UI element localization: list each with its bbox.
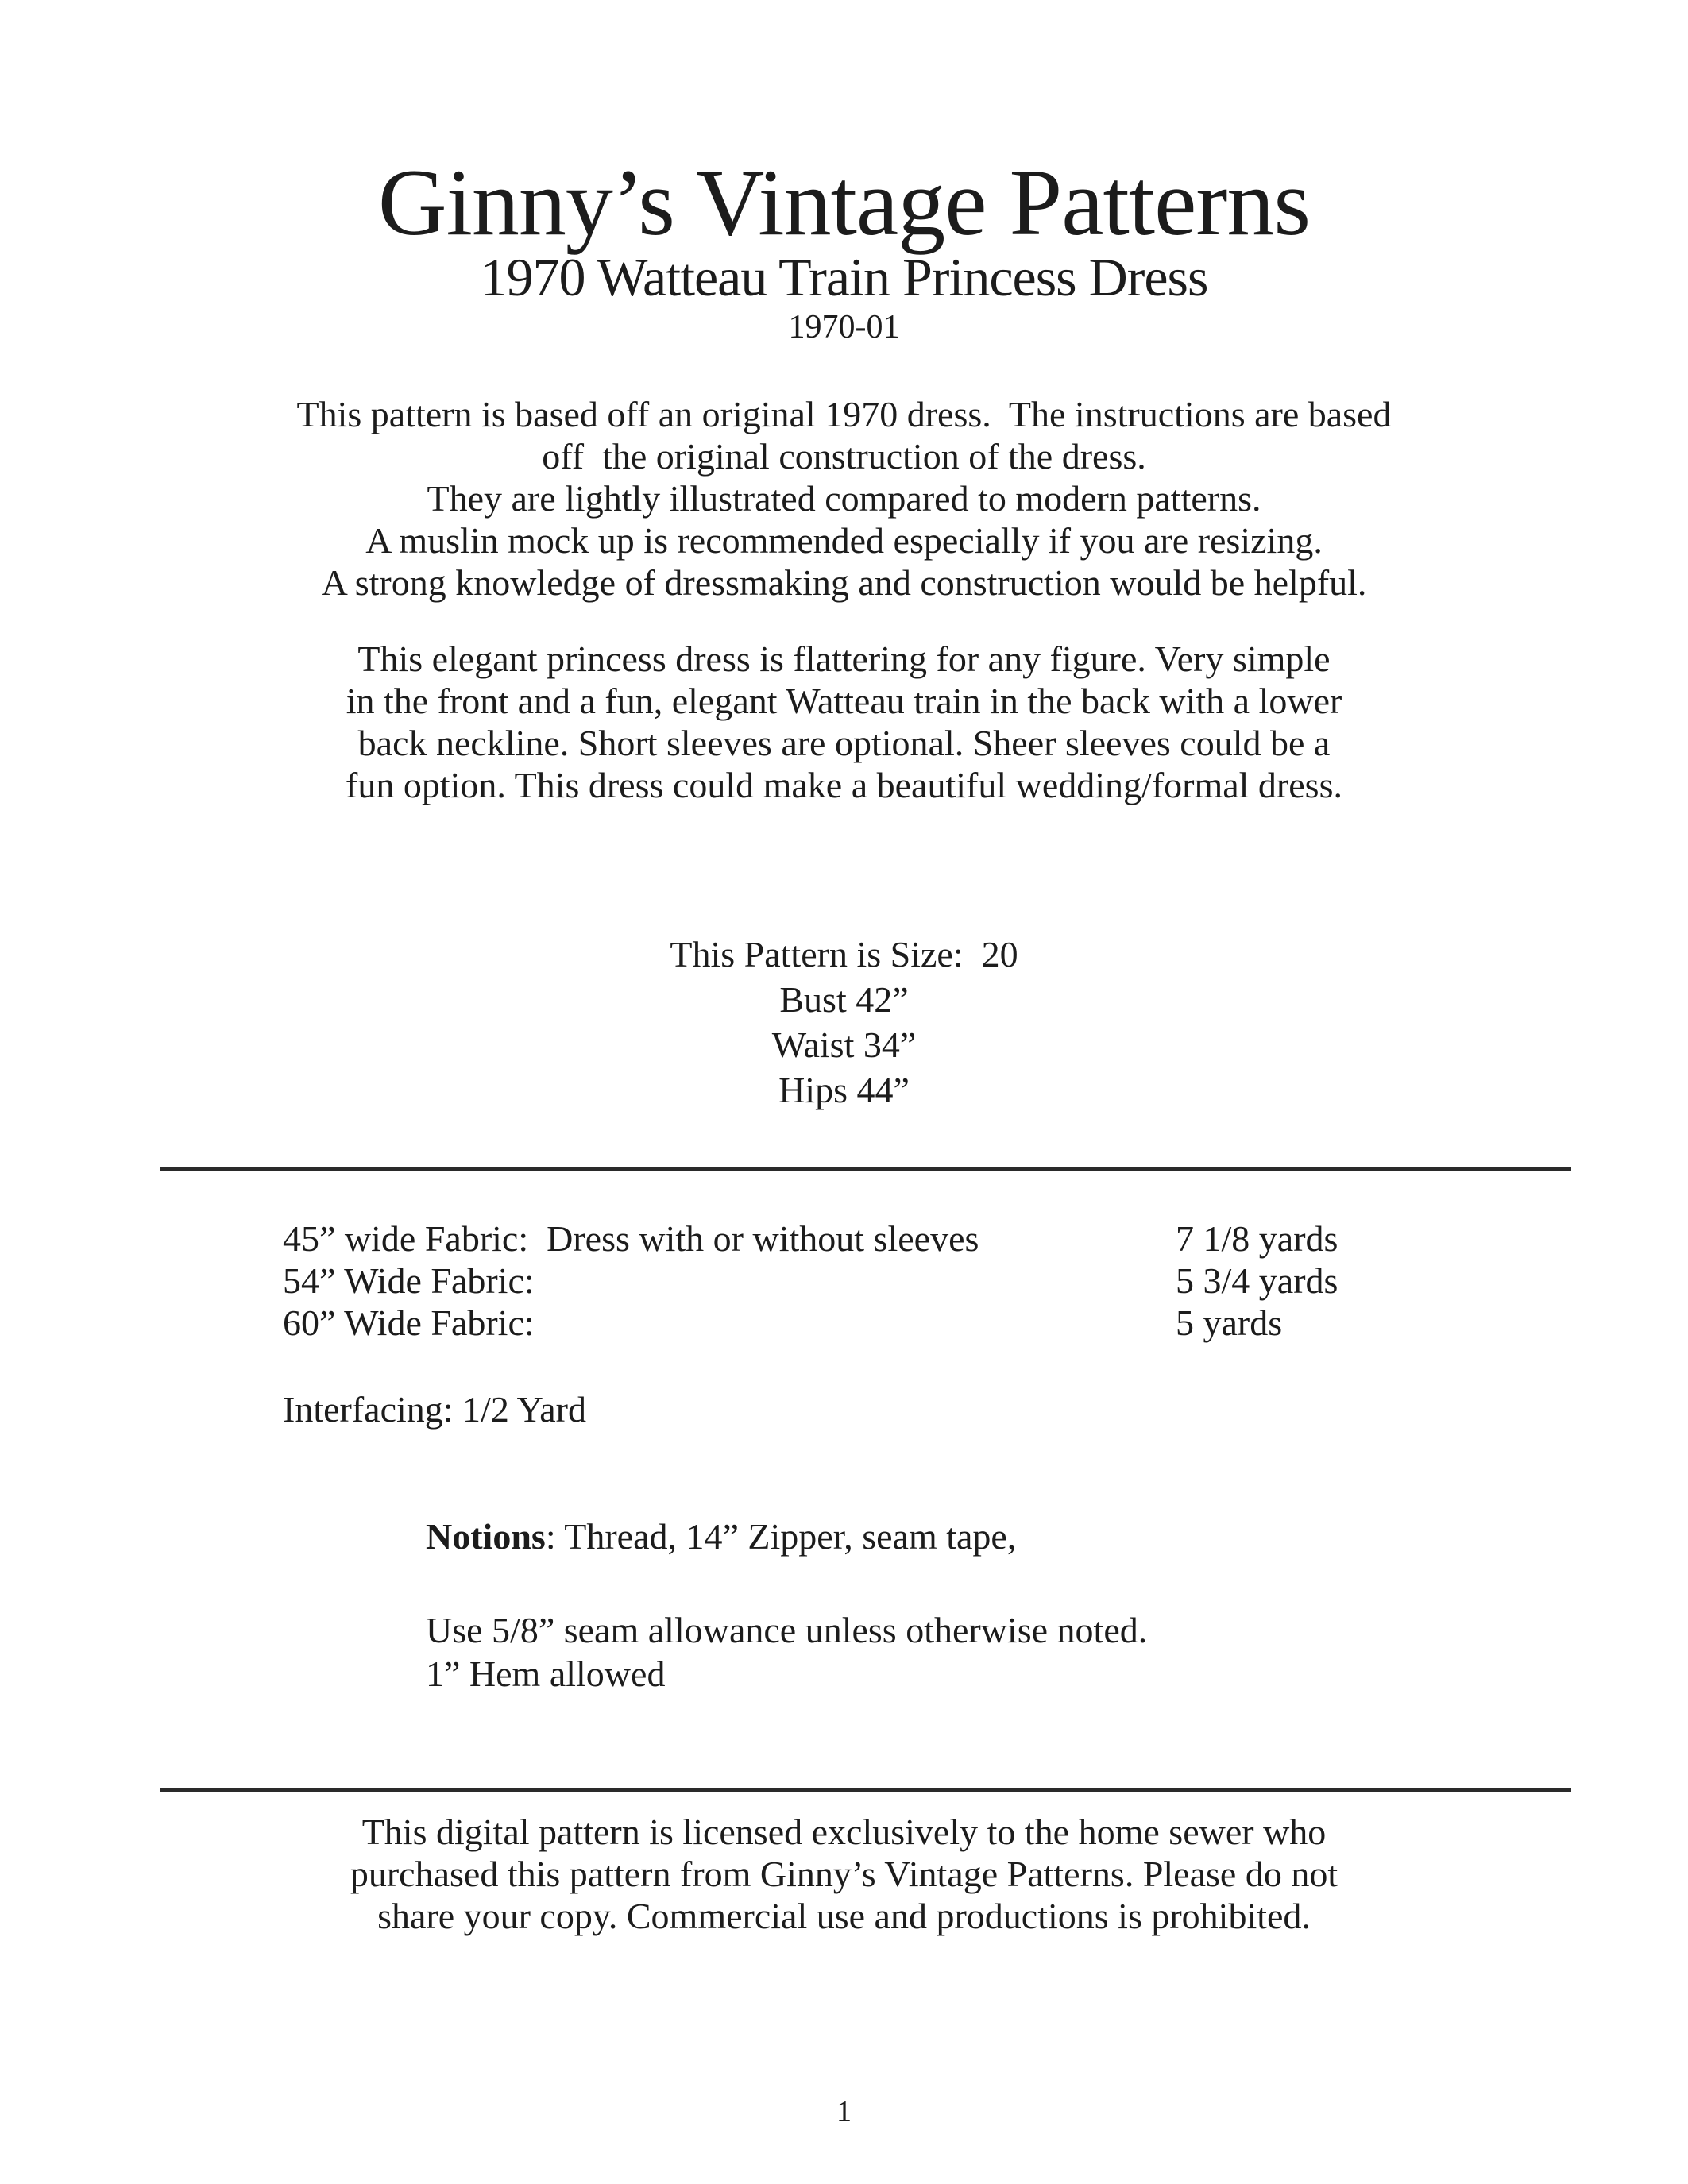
text-line: fun option. This dress could make a beautiful wedding/formal dress. [346,765,1342,805]
text-line: This digital pattern is licensed exclusively to the home sewer who [361,1812,1327,1852]
text-line: in the front and a fun, elegant Watteau train in the back with a lower [346,681,1342,721]
text-line: back neckline. Short sleeves are optional. Sheer sleeves could be a [357,723,1331,763]
page-title: Ginny’s Vintage Patterns [377,149,1311,255]
fabric-row [283,1260,1609,1302]
size-block [0,932,1688,1113]
text-line: This elegant princess dress is flattering for any figure. Very simple [357,639,1331,679]
description-paragraph [0,638,1688,806]
text-line: This pattern is based off an original 1970 dress. The instructions are based [296,394,1392,434]
divider-line-top [160,1167,1571,1171]
intro-paragraph [0,393,1688,604]
fabric-yardage: 7 1/8 yards [1176,1218,1338,1259]
seam-allowance-note [426,1608,1147,1696]
pattern-number: 1970-01 [788,309,900,345]
size-hips: Hips 44” [778,1070,910,1110]
fabric-row [283,1217,1609,1260]
text-line: 1” Hem allowed [426,1653,666,1694]
text-line: share your copy. Commercial use and productions is prohibited. [377,1896,1311,1936]
fabric-label: 60” Wide Fabric: [283,1302,535,1343]
notions-items: : Thread, 14” Zipper, seam tape, [545,1516,1017,1557]
header [0,149,1688,345]
text-line: purchased this pattern from Ginny’s Vintage Patterns. Please do not [350,1854,1338,1894]
fabric-label: 54” Wide Fabric: [283,1260,535,1301]
size-waist: Waist 34” [771,1024,917,1065]
interfacing-note: Interfacing: 1/2 Yard [283,1389,586,1430]
license-paragraph [0,1811,1688,1937]
pattern-subtitle: 1970 Watteau Train Princess Dress [480,247,1208,307]
notions-heading: Notions [426,1516,546,1557]
page-number: 1 [836,2095,852,2128]
text-line: off the original construction of the dress. [542,436,1146,477]
fabric-requirements [283,1217,1609,1344]
text-line: Use 5/8” seam allowance unless otherwise noted. [426,1610,1148,1650]
fabric-yardage: 5 yards [1176,1302,1283,1343]
text-line: A muslin mock up is recommended especially if you are resizing. [365,520,1323,561]
text-line: A strong knowledge of dressmaking and construction would be helpful. [321,562,1367,603]
fabric-label: 45” wide Fabric: Dress with or without sleeves [283,1218,979,1259]
fabric-yardage: 5 3/4 yards [1176,1260,1338,1301]
fabric-row [283,1302,1609,1344]
size-heading: This Pattern is Size: 20 [670,934,1018,974]
notions-line [426,1515,1016,1557]
divider-line-bottom [160,1788,1571,1792]
text-line: They are lightly illustrated compared to modern patterns. [427,478,1261,519]
size-bust: Bust 42” [779,979,909,1020]
